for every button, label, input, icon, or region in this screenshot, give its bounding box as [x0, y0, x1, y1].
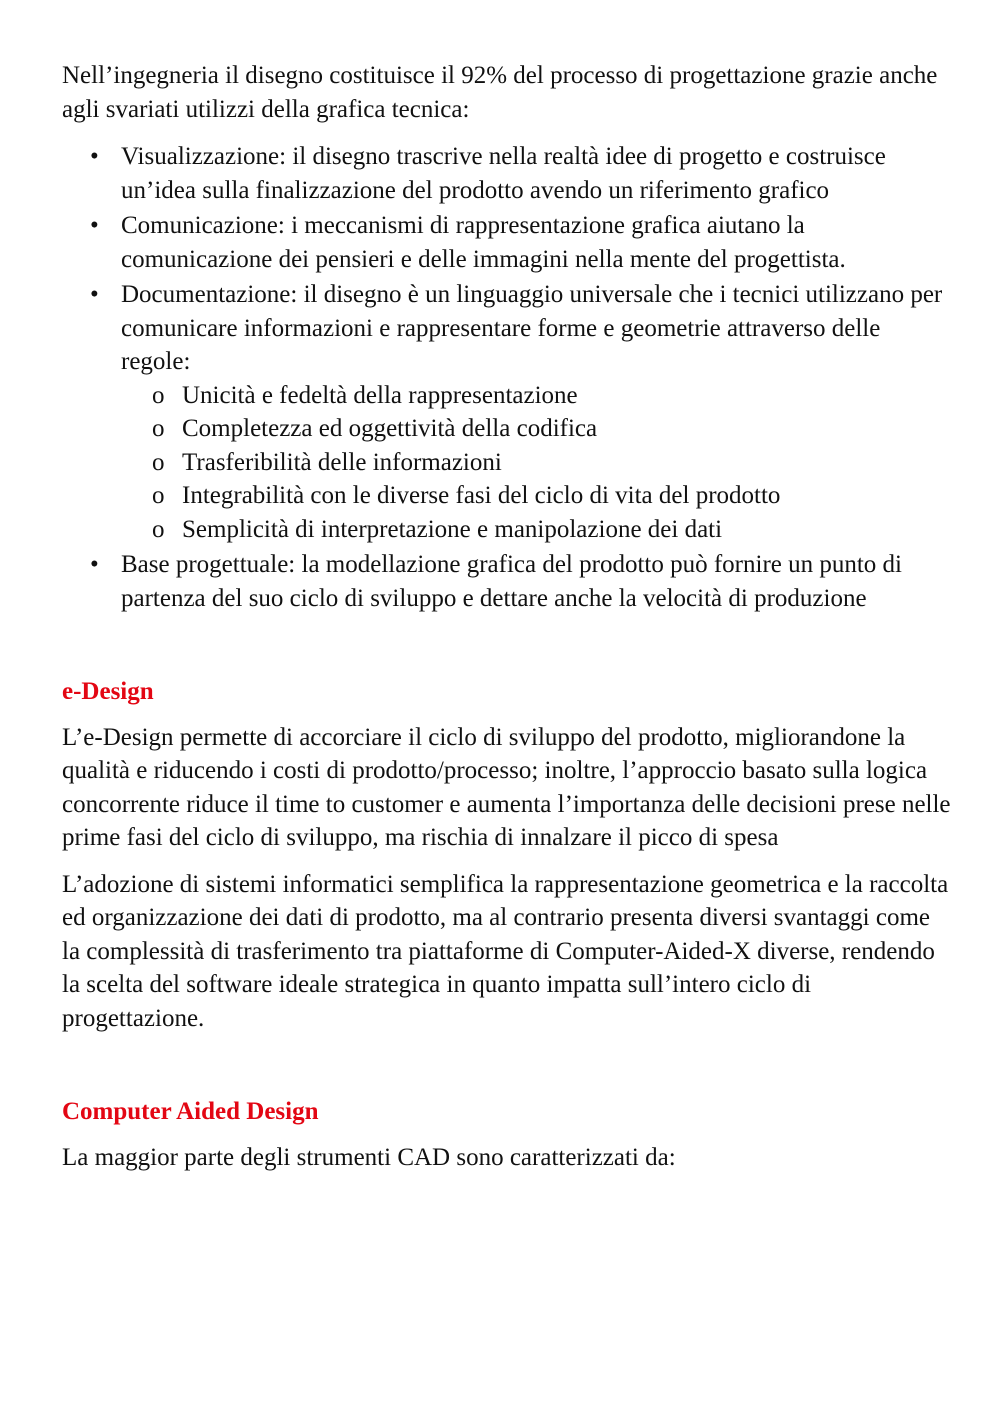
cad-paragraph: La maggior parte degli strumenti CAD sono caratterizzati da:	[62, 1143, 676, 1171]
sublist-item: o Unicità e fedeltà della rappresentazione	[121, 379, 952, 413]
documentazione-text: Documentazione: il disegno è un linguaggio universale che i tecnici utilizzano per comunicare informazioni e rappresentare forme e geometrie attraverso delle regole:	[121, 281, 943, 375]
list-item-comunicazione: • Comunicazione: i meccanismi di rappresentazione grafica aiutano la comunicazione dei pensieri e delle immagini nella mente del progettista.	[62, 209, 952, 276]
rules-sublist	[121, 379, 952, 547]
intro-paragraph: Nell’ingegneria il disegno costituisce il 92% del processo di progettazione grazie anche agli svariati utilizzi della grafica tecnica:	[62, 62, 938, 123]
edesign-paragraph-1: L’e-Design permette di accorciare il ciclo di sviluppo del prodotto, migliorandone la qualità e riducendo i costi di prodotto/processo; inoltre, l’approccio basato sulla logica concorrente riduce il time to customer e aumenta l’importanza delle decisioni prese nelle prime fasi del ciclo di sviluppo, ma rischia di innalzare il picco di spesa	[62, 723, 951, 851]
sublist-item: o Trasferibilità delle informazioni	[121, 446, 952, 480]
edesign-paragraph-2: L’adozione di sistemi informatici semplifica la rappresentazione geometrica e la raccolta ed organizzazione dei dati di prodotto, ma al contrario presenta diversi svantaggi come la complessità di trasferimento tra piattaforme di Computer-Aided-X diverse, rendendo la scelta del software ideale strategica in quanto impatta sull’intero ciclo di progettazione.	[62, 870, 949, 1032]
sublist-item: o Semplicità di interpretazione e manipolazione dei dati	[121, 513, 952, 547]
sublist-item: o Completezza ed oggettività della codifica	[121, 412, 952, 446]
document-page	[62, 59, 952, 1174]
section-heading-cad: Computer Aided Design	[62, 1098, 319, 1125]
sublist-item: o Integrabilità con le diverse fasi del ciclo di vita del prodotto	[121, 479, 952, 513]
list-item-base-progettuale: • Base progettuale: la modellazione grafica del prodotto può fornire un punto di partenza del suo ciclo di sviluppo e dettare anche la velocità di produzione	[62, 548, 952, 615]
list-item-visualizzazione: • Visualizzazione: il disegno trascrive nella realtà idee di progetto e costruisce un’idea sulla finalizzazione del prodotto avendo un riferimento grafico	[62, 140, 952, 207]
section-heading-edesign: e-Design	[62, 678, 154, 705]
list-item-documentazione	[62, 278, 952, 546]
graphics-uses-list	[62, 140, 952, 615]
